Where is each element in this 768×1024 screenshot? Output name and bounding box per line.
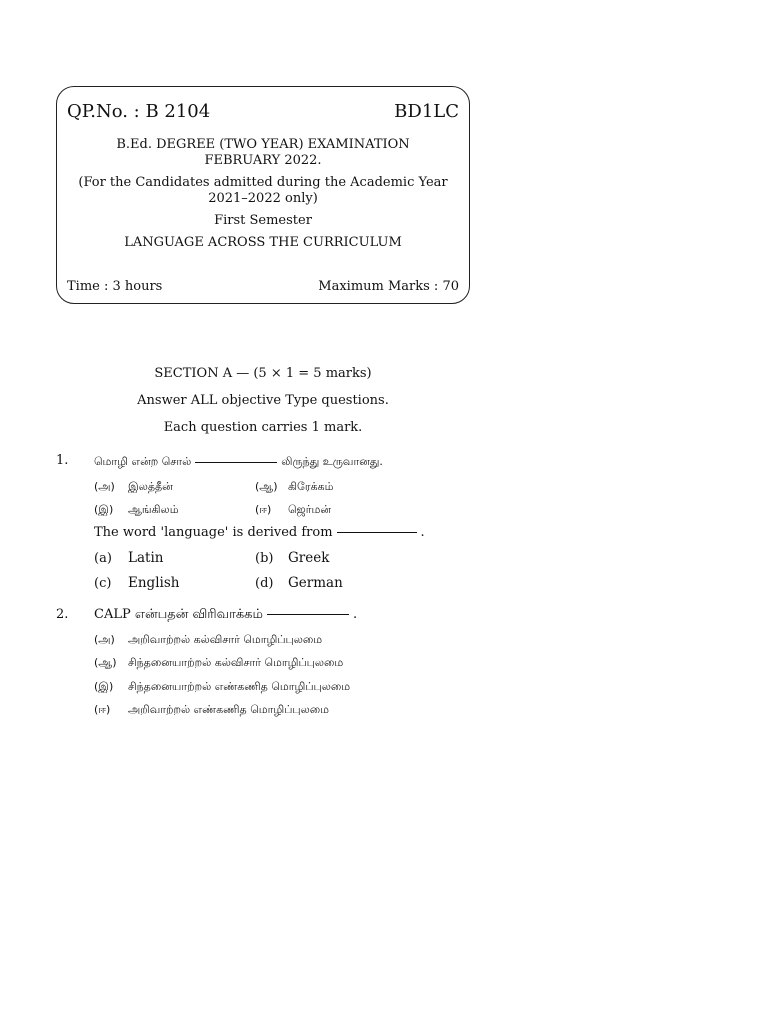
- section-instruction-1: Answer ALL objective Type questions.: [137, 393, 389, 408]
- maximum-marks: Maximum Marks : 70: [318, 279, 459, 294]
- q2-tamil-option-text: அறிவாற்றல் எண்கணித மொழிப்புலமை: [128, 703, 329, 716]
- q2-tamil-option-text: அறிவாற்றல் கல்விசார் மொழிப்புலமை: [128, 633, 323, 646]
- q1-option-text: English: [128, 575, 180, 591]
- q2-tamil-option-label: (இ): [94, 680, 114, 693]
- question-1-tamil-post: லிருந்து உருவானது.: [281, 455, 383, 468]
- q1-option-text: German: [288, 575, 343, 591]
- degree-line: B.Ed. DEGREE (TWO YEAR) EXAMINATION: [116, 137, 410, 152]
- candidates-line-1: (For the Candidates admitted during the Academic Year: [78, 175, 448, 190]
- question-2-tamil-pre: CALP என்பதன் விரிவாக்கம்: [94, 607, 263, 622]
- q1-tamil-option-label: (ஆ): [255, 480, 278, 493]
- q1-tamil-option-text: ஆங்கிலம்: [128, 503, 179, 516]
- q1-tamil-option-text: ஜெர்மன்: [288, 503, 332, 516]
- q2-tamil-option-text: சிந்தனையாற்றல் கல்விசார் மொழிப்புலமை: [128, 656, 344, 669]
- paper-code: BD1LC: [394, 101, 459, 122]
- q2-tamil-option-text: சிந்தனையாற்றல் எண்கணித மொழிப்புலமை: [128, 680, 351, 693]
- q1-tamil-option-label: (ஈ): [255, 503, 272, 516]
- qp-number: QP.No. : B 2104: [67, 101, 211, 122]
- q1-option-label: (b): [255, 551, 274, 566]
- month-line: FEBRUARY 2022.: [204, 153, 322, 168]
- q1-tamil-option-text: இலத்தீன்: [128, 480, 173, 493]
- exam-time: Time : 3 hours: [67, 279, 163, 294]
- question-2-tamil: [94, 607, 357, 623]
- section-instruction-2: Each question carries 1 mark.: [163, 420, 363, 435]
- answer-blank: [195, 462, 277, 463]
- section-title: SECTION A — (5 × 1 = 5 marks): [154, 366, 372, 381]
- q1-option-text: Latin: [128, 550, 164, 566]
- answer-blank: [337, 532, 417, 533]
- q1-tamil-option-text: கிரேக்கம்: [288, 480, 334, 493]
- q1-option-label: (a): [94, 551, 112, 566]
- question-1-tamil-pre: மொழி என்ற சொல்: [94, 455, 192, 468]
- q1-option-label: (c): [94, 576, 112, 591]
- subject-title: LANGUAGE ACROSS THE CURRICULUM: [124, 235, 402, 250]
- header-top-row: [67, 101, 459, 127]
- question-2-number: 2.: [56, 607, 69, 622]
- exam-details: [57, 137, 469, 251]
- question-2-tamil-post: .: [352, 607, 358, 622]
- q2-tamil-option-label: (ஆ): [94, 656, 117, 669]
- question-1-english: [94, 525, 425, 540]
- answer-blank: [267, 614, 349, 615]
- q1-tamil-option-label: (அ): [94, 480, 115, 493]
- candidates-line-2: 2021–2022 only): [208, 191, 318, 206]
- q2-tamil-option-label: (ஈ): [94, 703, 111, 716]
- question-1-number: 1.: [56, 453, 69, 468]
- q1-option-label: (d): [255, 576, 274, 591]
- exam-header-box: [56, 86, 470, 304]
- q1-tamil-option-label: (இ): [94, 503, 114, 516]
- q2-tamil-option-label: (அ): [94, 633, 115, 646]
- q1-option-text: Greek: [288, 550, 330, 566]
- question-1-tamil: [94, 455, 383, 470]
- question-1-english-pre: The word 'language' is derived from: [94, 525, 333, 540]
- semester: First Semester: [214, 213, 312, 228]
- question-1-english-post: .: [420, 525, 425, 540]
